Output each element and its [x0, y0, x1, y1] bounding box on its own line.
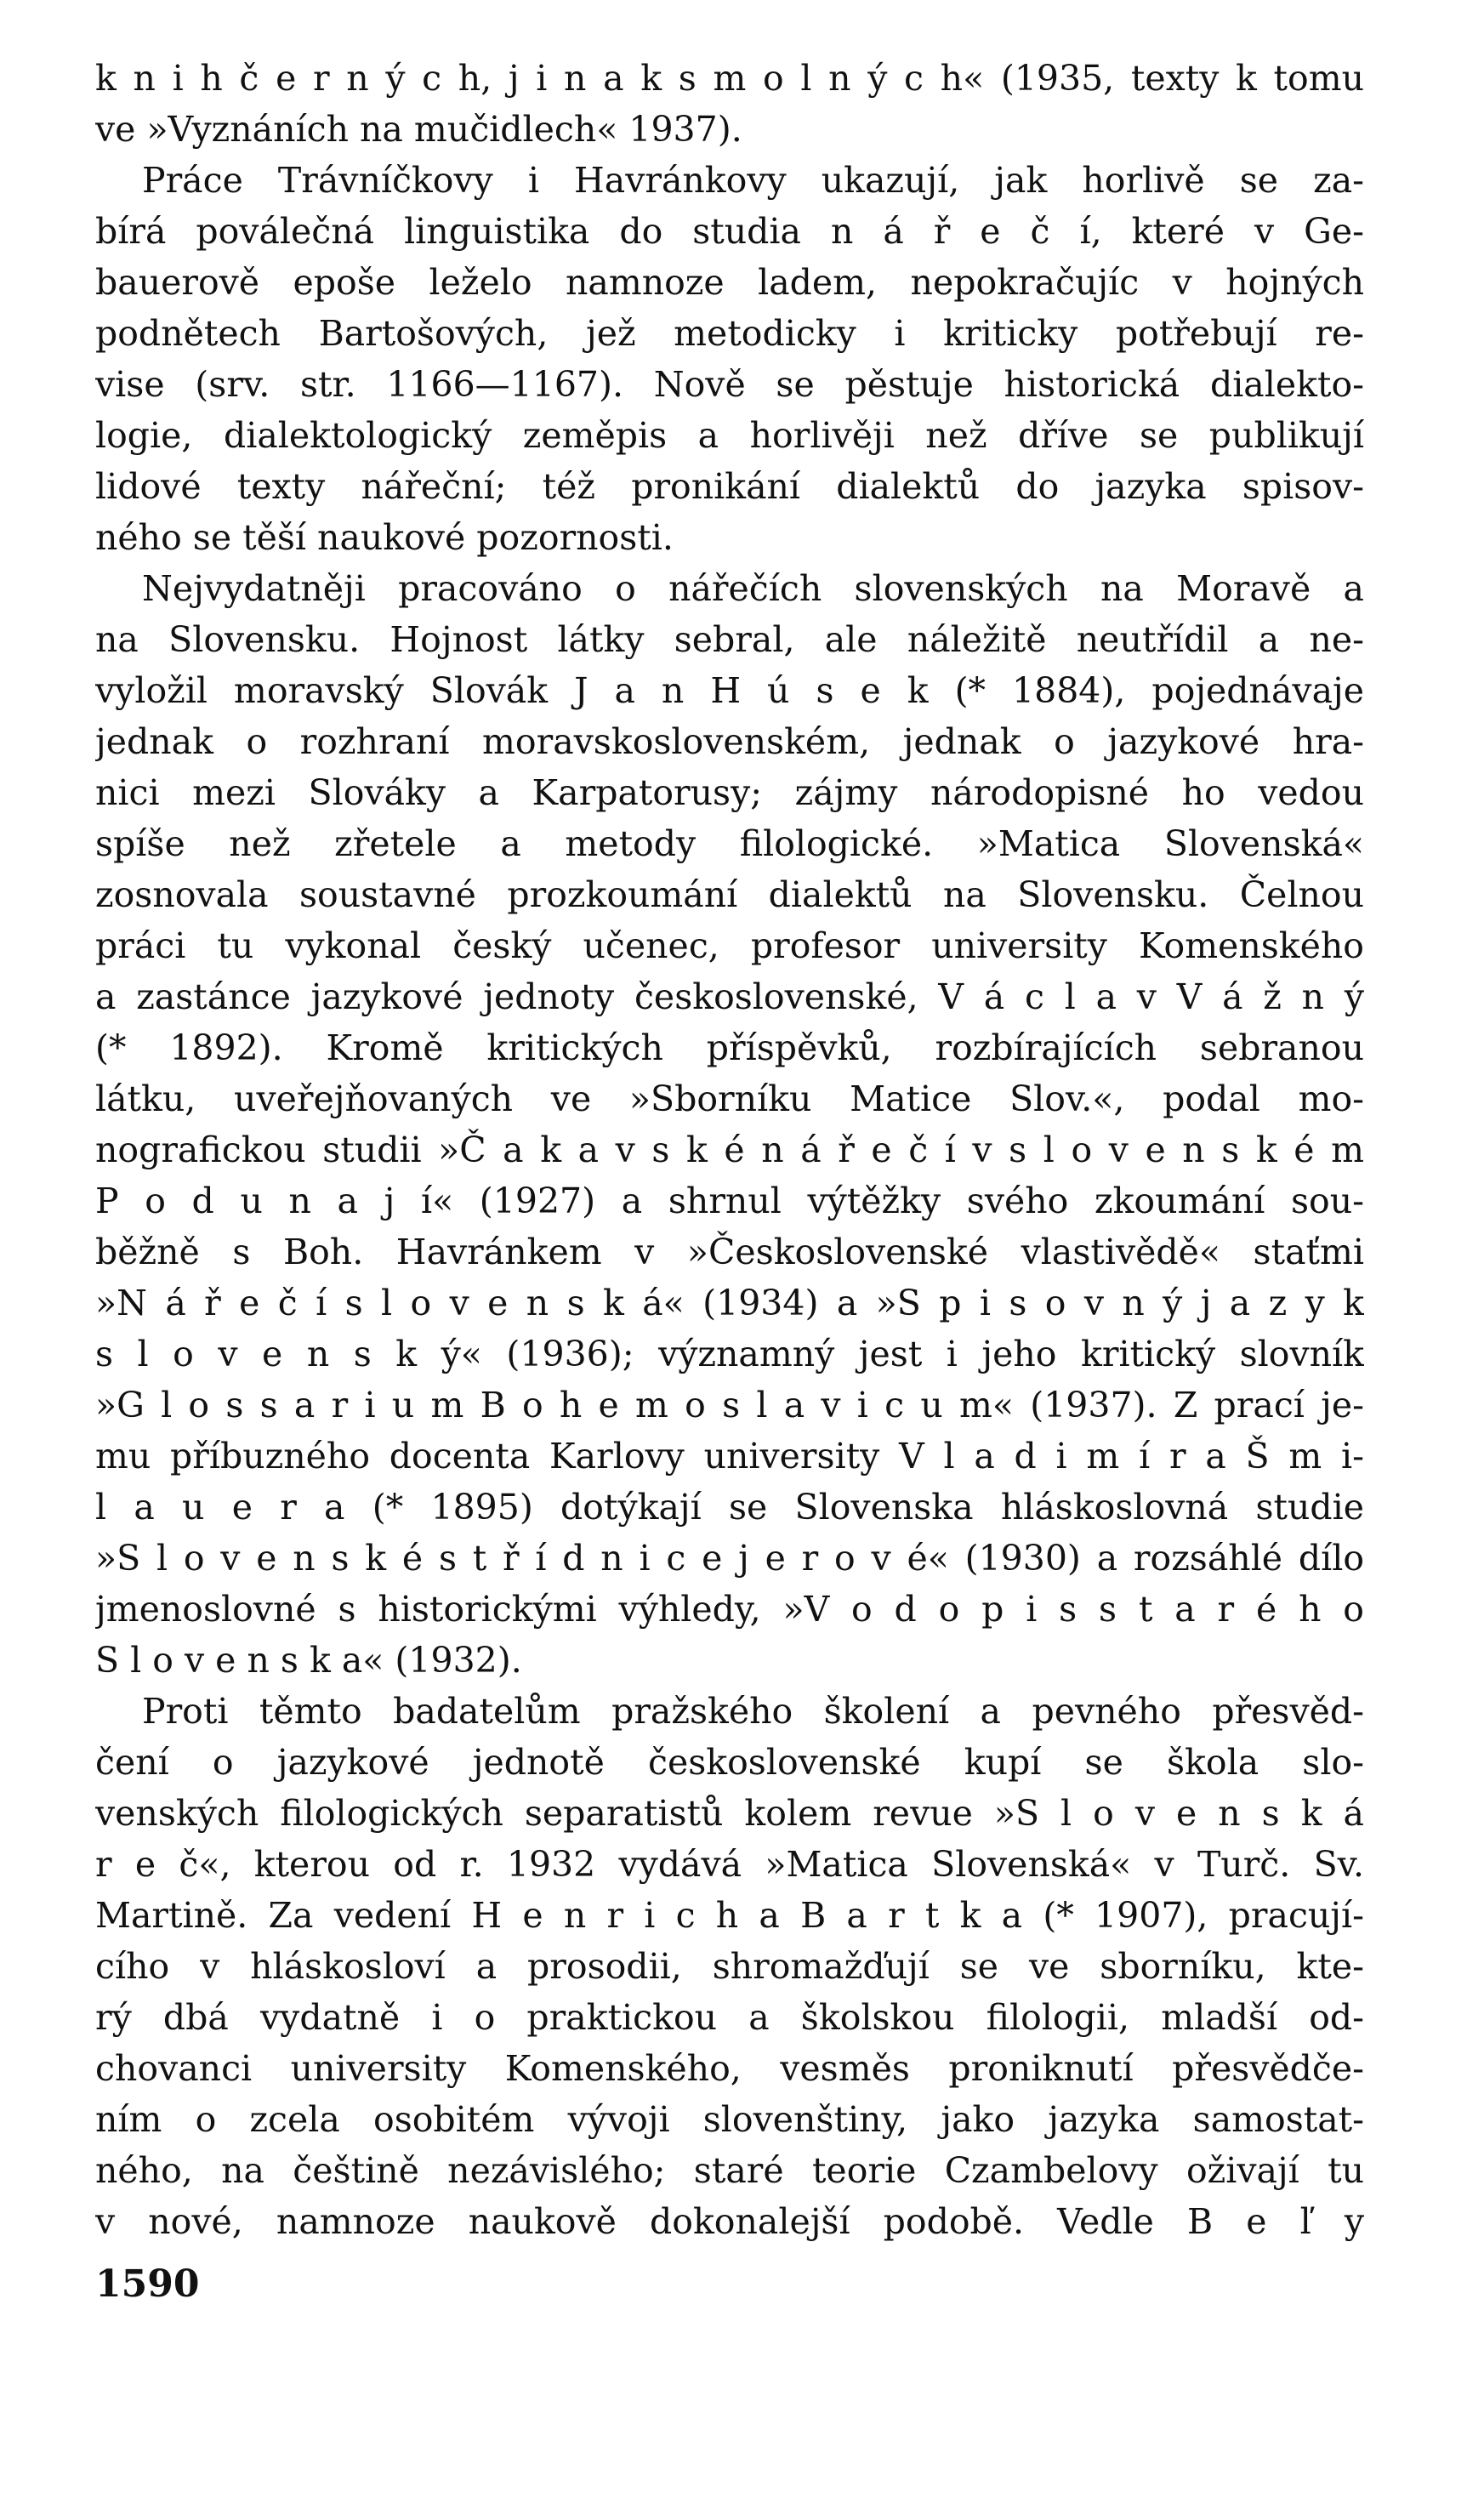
text-line: »G l o s s a r i u m B o h e m o s l a v i c u m« (1937). Z prací je- [95, 1385, 1364, 1425]
text-line: spíše než zřetele a metody filologické. »Matica Slovenská« [95, 823, 1364, 864]
text-line: cího v hláskosloví a prosodii, shromažďují se ve sborníku, kte- [95, 1946, 1364, 1987]
text-line: lidové texty nářeční; též pronikání dialektů do jazyka spisov- [95, 466, 1364, 507]
text-line: jmenoslovné s historickými výhledy, »V o d o p i s s t a r é h o [95, 1589, 1364, 1630]
text-line: chovanci university Komenského, vesměs proniknutí přesvědče- [95, 2048, 1364, 2089]
text-line: na Slovensku. Hojnost látky sebral, ale náležitě neutřídil a ne- [95, 619, 1364, 660]
text-line: ním o zcela osobitém vývoji slovenštiny, jako jazyka samostat- [95, 2099, 1364, 2140]
text-line: bauerově epoše leželo namnoze ladem, nepokračujíc v hojných [95, 262, 1364, 303]
text-line: podnětech Bartošových, jež metodicky i kriticky potřebují re- [95, 313, 1364, 354]
text-line: zosnovala soustavné prozkoumání dialektů na Slovensku. Čelnou [95, 874, 1364, 915]
text-line: rý dbá vydatně i o praktickou a školskou filologii, mladší od- [95, 1997, 1364, 2038]
text-line: látku, uveřejňovaných ve »Sborníku Matice Slov.«, podal mo- [95, 1078, 1364, 1119]
text-line: logie, dialektologický zeměpis a horlivěji než dříve se publikují [95, 415, 1364, 456]
text-line: Nejvydatněji pracováno o nářečích slovenských na Moravě a [142, 568, 1364, 609]
text-line: a zastánce jazykové jednoty československé, V á c l a v V á ž n ý [95, 976, 1364, 1017]
text-line: Proti těmto badatelům pražského školení a pevného přesvěd- [142, 1691, 1364, 1732]
text-line: r e č«, kterou od r. 1932 vydává »Matica Slovenská« v Turč. Sv. [95, 1844, 1364, 1885]
text-line: k n i h č e r n ý c h, j i n a k s m o l n ý c h« (1935, texty k tomu [95, 58, 1364, 99]
text-line: vise (srv. str. 1166—1167). Nově se pěstuje historická dialekto- [95, 364, 1364, 405]
text-line: běžně s Boh. Havránkem v »Československé vlastivědě« staťmi [95, 1232, 1364, 1272]
text-line: s l o v e n s k ý« (1936); významný jest i jeho kritický slovník [95, 1334, 1364, 1374]
text-line: jednak o rozhraní moravskoslovenském, jednak o jazykové hra- [95, 721, 1364, 762]
text-line: Martině. Za vedení H e n r i c h a B a r t k a (* 1907), pracují- [95, 1895, 1364, 1936]
text-line: vyložil moravský Slovák J a n H ú s e k (* 1884), pojednávaje [95, 670, 1364, 711]
text-line: ve »Vyznáních na mučidlech« 1937). [95, 109, 742, 150]
page-number: 1590 [95, 2262, 200, 2306]
text-line: (* 1892). Kromě kritických příspěvků, rozbírajících sebranou [95, 1027, 1364, 1068]
text-line: čení o jazykové jednotě československé kupí se škola slo- [95, 1742, 1364, 1783]
text-line: nografickou studii »Č a k a v s k é n á ř e č í v s l o v e n s k é m [95, 1129, 1364, 1170]
text-line: venských filologických separatistů kolem revue »S l o v e n s k á [95, 1793, 1364, 1834]
text-line: práci tu vykonal český učenec, profesor university Komenského [95, 925, 1364, 966]
text-line: P o d u n a j í« (1927) a shrnul výtěžky svého zkoumání sou- [95, 1181, 1364, 1221]
body-text [95, 53, 1364, 2247]
text-line: ného, na češtině nezávislého; staré teorie Czambelovy oživají tu [95, 2150, 1364, 2191]
text-line: nici mezi Slováky a Karpatorusy; zájmy národopisné ho vedou [95, 772, 1364, 813]
text-line: ného se těší naukové pozornosti. [95, 517, 674, 558]
text-line: mu příbuzného docenta Karlovy university V l a d i m í r a Š m i- [95, 1436, 1364, 1477]
text-line: »N á ř e č í s l o v e n s k á« (1934) a »S p i s o v n ý j a z y k [95, 1283, 1364, 1323]
text-line: Práce Trávníčkovy i Havránkovy ukazují, jak horlivě se za- [142, 160, 1364, 201]
text-line: S l o v e n s k a« (1932). [95, 1640, 522, 1681]
text-line: »S l o v e n s k é s t ř í d n i c e j e r o v é« (1930) a rozsáhlé dílo [95, 1538, 1364, 1579]
text-line: l a u e r a (* 1895) dotýkají se Slovenska hláskoslovná studie [95, 1487, 1364, 1528]
text-line: bírá poválečná linguistika do studia n á ř e č í, které v Ge- [95, 211, 1364, 252]
text-line: v nové, namnoze naukově dokonalejší podobě. Vedle B e ľ y [95, 2201, 1364, 2242]
